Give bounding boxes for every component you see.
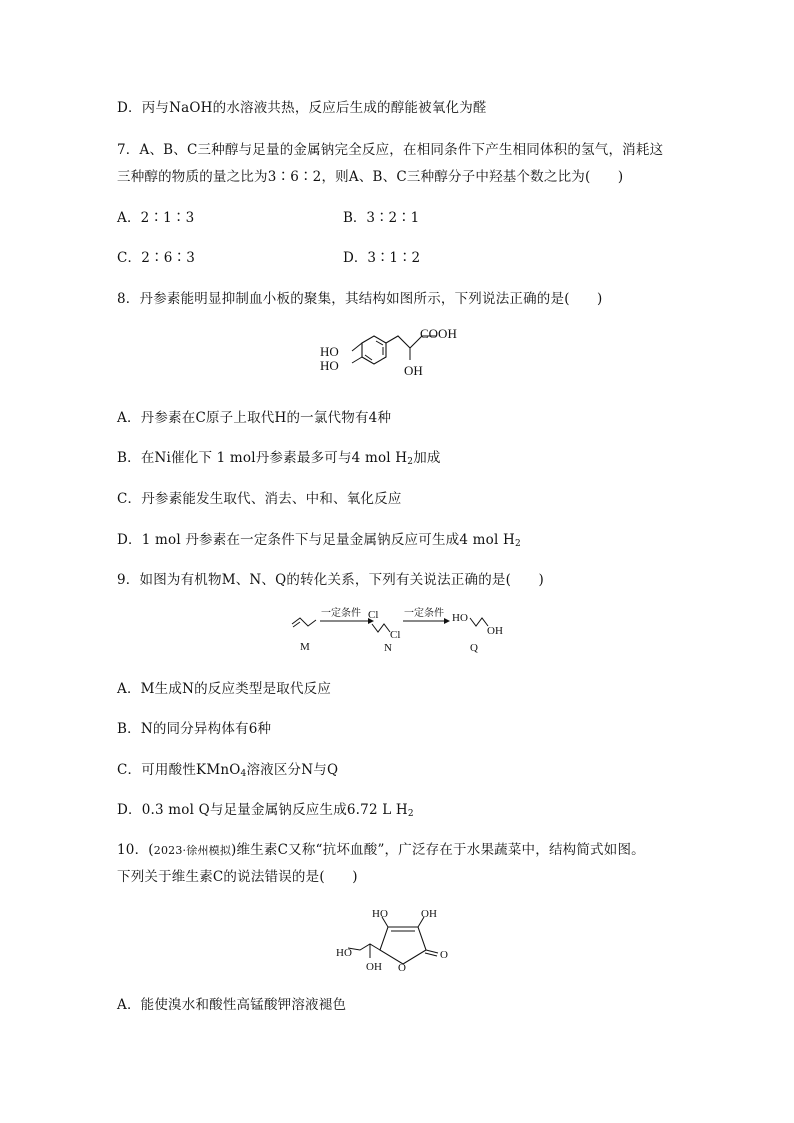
vitamin-c-structure xyxy=(336,900,466,980)
label-q: Q xyxy=(470,642,478,654)
vc-oh-chain: OH xyxy=(366,961,382,973)
subscript: 2 xyxy=(407,809,414,819)
q9-option-c-tail: 溶液区分N与Q xyxy=(246,762,339,778)
q9-stem: 9．如图为有机物M、N、Q的转化关系，下列有关说法正确的是( ) xyxy=(117,572,544,588)
q7-option-b: B．3∶2∶1 xyxy=(343,210,420,226)
arrow1-condition: 一定条件 xyxy=(321,608,361,619)
q6-option-d: D．丙与NaOH的水溶液共热，反应后生成的醇能被氧化为醛 xyxy=(117,100,487,116)
ho-label-2: HO xyxy=(320,358,339,373)
q8-stem: 8．丹参素能明显抑制血小板的聚集，其结构如图所示，下列说法正确的是( ) xyxy=(117,291,603,307)
q9-option-c xyxy=(117,758,338,778)
q8-option-d xyxy=(117,528,521,548)
q-oh: OH xyxy=(487,625,503,637)
q7-stem-line2: 三种醇的物质的量之比为3∶6∶2，则A、B、C三种醇分子中羟基个数之比为( ) xyxy=(117,169,624,185)
n-cl-2: Cl xyxy=(390,629,401,641)
q-ho: HO xyxy=(452,612,468,624)
q9-option-d xyxy=(117,798,414,818)
q10-stem-line2: 下列关于维生素C的说法错误的是( ) xyxy=(117,869,358,885)
subscript: 4 xyxy=(240,769,247,779)
q7-stem-line1: 7．A、B、C三种醇与足量的金属钠完全反应，在相同条件下产生相同体积的氢气，消耗这 xyxy=(117,142,664,158)
q8-option-b xyxy=(117,446,441,466)
q10-stem-line1 xyxy=(117,838,645,858)
q9-option-c-text: C．可用酸性KMnO xyxy=(117,762,241,778)
q9-option-b: B．N的同分异构体有6种 xyxy=(117,721,272,737)
label-n: N xyxy=(384,642,392,654)
vc-ring-o: O xyxy=(398,962,406,974)
q8-option-b-tail: 加成 xyxy=(413,450,441,466)
vc-ho-left: HO xyxy=(372,908,388,920)
oh-label: OH xyxy=(404,363,423,378)
q7-option-c: C．2∶6∶3 xyxy=(117,250,195,266)
n-cl-1: Cl xyxy=(368,609,379,621)
subscript: 2 xyxy=(514,539,521,549)
vc-carbonyl-o: O xyxy=(440,949,448,961)
q7-option-a: A．2∶1∶3 xyxy=(117,210,195,226)
q10-option-a: A．能使溴水和酸性高锰酸钾溶液褪色 xyxy=(117,997,347,1013)
ho-label-1: HO xyxy=(320,344,339,359)
q8-option-d-text: D．1 mol 丹参素在一定条件下与足量金属钠反应可生成4 mol H xyxy=(117,532,515,548)
subscript: 2 xyxy=(407,457,414,467)
q8-option-b-text: B．在Ni催化下 1 mol丹参素最多可与4 mol H xyxy=(117,450,408,466)
q7-option-d: D．3∶1∶2 xyxy=(343,250,421,266)
q9-option-a: A．M生成N的反应类型是取代反应 xyxy=(117,681,332,697)
q9-option-d-text: D．0.3 mol Q与足量金属钠反应生成6.72 L H xyxy=(117,802,408,818)
cooh-label: COOH xyxy=(420,326,457,341)
q8-option-c: C．丹参素能发生取代、消去、中和、氧化反应 xyxy=(117,491,402,507)
q10-source: 2023·徐州模拟 xyxy=(153,844,232,857)
danshensu-structure xyxy=(318,318,478,388)
vc-oh-right: OH xyxy=(421,908,437,920)
conversion-scheme xyxy=(288,604,518,656)
vc-ho-chain: HO xyxy=(336,947,352,959)
q8-option-a: A．丹参素在C原子上取代H的一氯代物有4种 xyxy=(117,410,392,426)
q10-stem-text: )维生素C又称“抗坏血酸”，广泛存在于水果蔬菜中，结构简式如图。 xyxy=(231,842,645,858)
q10-number: 10．( xyxy=(117,842,154,858)
arrow2-condition: 一定条件 xyxy=(404,608,444,619)
label-m: M xyxy=(300,641,310,653)
